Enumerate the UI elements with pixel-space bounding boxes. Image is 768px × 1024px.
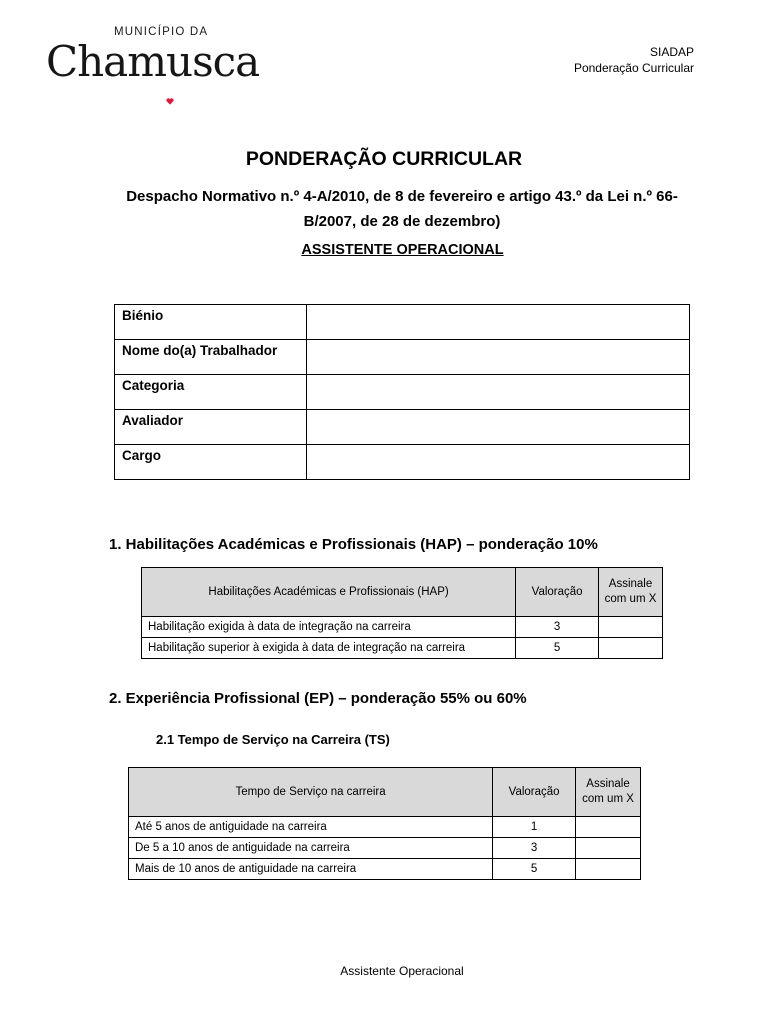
- info-label-bienio: Biénio: [115, 305, 307, 340]
- page-footer: Assistente Operacional: [340, 964, 464, 978]
- section-2-1-heading: 2.1 Tempo de Serviço na Carreira (TS): [156, 732, 390, 747]
- hap-col-header: Habilitações Académicas e Profissionais (HAP): [142, 568, 516, 617]
- municipality-logo: [46, 26, 266, 92]
- logo-main-text: Chamusca: [46, 37, 260, 86]
- hap-table: [141, 567, 663, 659]
- info-row: [115, 340, 690, 375]
- section-1-heading: 1. Habilitações Académicas e Profissionais (HAP) – ponderação 10%: [109, 536, 598, 553]
- ts-row-mark-cell[interactable]: [576, 817, 641, 838]
- info-field-evaluator[interactable]: [307, 410, 690, 445]
- info-row: [115, 410, 690, 445]
- hap-row-value: 3: [516, 617, 599, 638]
- info-field-category[interactable]: [307, 375, 690, 410]
- table-row: [142, 617, 663, 638]
- info-label-position: Cargo: [115, 445, 307, 480]
- ts-col-valoracao: Valoração: [493, 768, 576, 817]
- info-label-worker-name: Nome do(a) Trabalhador: [115, 340, 307, 375]
- table-header-row: [129, 768, 641, 817]
- table-row: [129, 859, 641, 880]
- ts-row-label: Mais de 10 anos de antiguidade na carreira: [129, 859, 493, 880]
- header-siadap: SIADAP: [649, 45, 694, 59]
- hap-col-mark: Assinale com um X: [599, 568, 663, 617]
- table-row: [142, 638, 663, 659]
- hap-col-valoracao: Valoração: [516, 568, 599, 617]
- ts-row-mark-cell[interactable]: [576, 838, 641, 859]
- hap-row-label: Habilitação superior à exigida à data de integração na carreira: [142, 638, 516, 659]
- info-field-bienio[interactable]: [307, 305, 690, 340]
- ts-row-value: 1: [493, 817, 576, 838]
- ts-row-value: 5: [493, 859, 576, 880]
- info-row: [115, 445, 690, 480]
- document-title: PONDERAÇÃO CURRICULAR: [245, 148, 523, 170]
- ts-row-label: Até 5 anos de antiguidade na carreira: [129, 817, 493, 838]
- info-row: [115, 305, 690, 340]
- table-row: [129, 838, 641, 859]
- hap-row-label: Habilitação exigida à data de integração na carreira: [142, 617, 516, 638]
- hap-row-value: 5: [516, 638, 599, 659]
- ts-row-mark-cell[interactable]: [576, 859, 641, 880]
- info-label-category: Categoria: [115, 375, 307, 410]
- ts-row-value: 3: [493, 838, 576, 859]
- table-row: [129, 817, 641, 838]
- hap-row-mark-cell[interactable]: [599, 617, 663, 638]
- table-header-row: [142, 568, 663, 617]
- ts-row-label: De 5 a 10 anos de antiguidade na carreira: [129, 838, 493, 859]
- document-subtitle: Despacho Normativo n.º 4-A/2010, de 8 de fevereiro e artigo 43.º da Lei n.º 66-B/2007, de 28 de dezembro): [126, 188, 678, 230]
- ts-col-mark: Assinale com um X: [576, 768, 641, 817]
- info-field-worker-name[interactable]: [307, 340, 690, 375]
- hap-row-mark-cell[interactable]: [599, 638, 663, 659]
- ts-col-header: Tempo de Serviço na carreira: [129, 768, 493, 817]
- info-label-evaluator: Avaliador: [115, 410, 307, 445]
- heart-icon: [166, 98, 174, 105]
- header-right: [574, 44, 694, 76]
- worker-info-table: [114, 304, 690, 480]
- info-field-position[interactable]: [307, 445, 690, 480]
- header-doc-name: Ponderação Curricular: [573, 61, 694, 75]
- section-2-heading: 2. Experiência Profissional (EP) – ponderação 55% ou 60%: [109, 690, 527, 707]
- info-row: [115, 375, 690, 410]
- logo-top-text: MUNICÍPIO DA: [114, 26, 209, 38]
- document-role: ASSISTENTE OPERACIONAL: [301, 242, 504, 258]
- service-time-table: [128, 767, 641, 880]
